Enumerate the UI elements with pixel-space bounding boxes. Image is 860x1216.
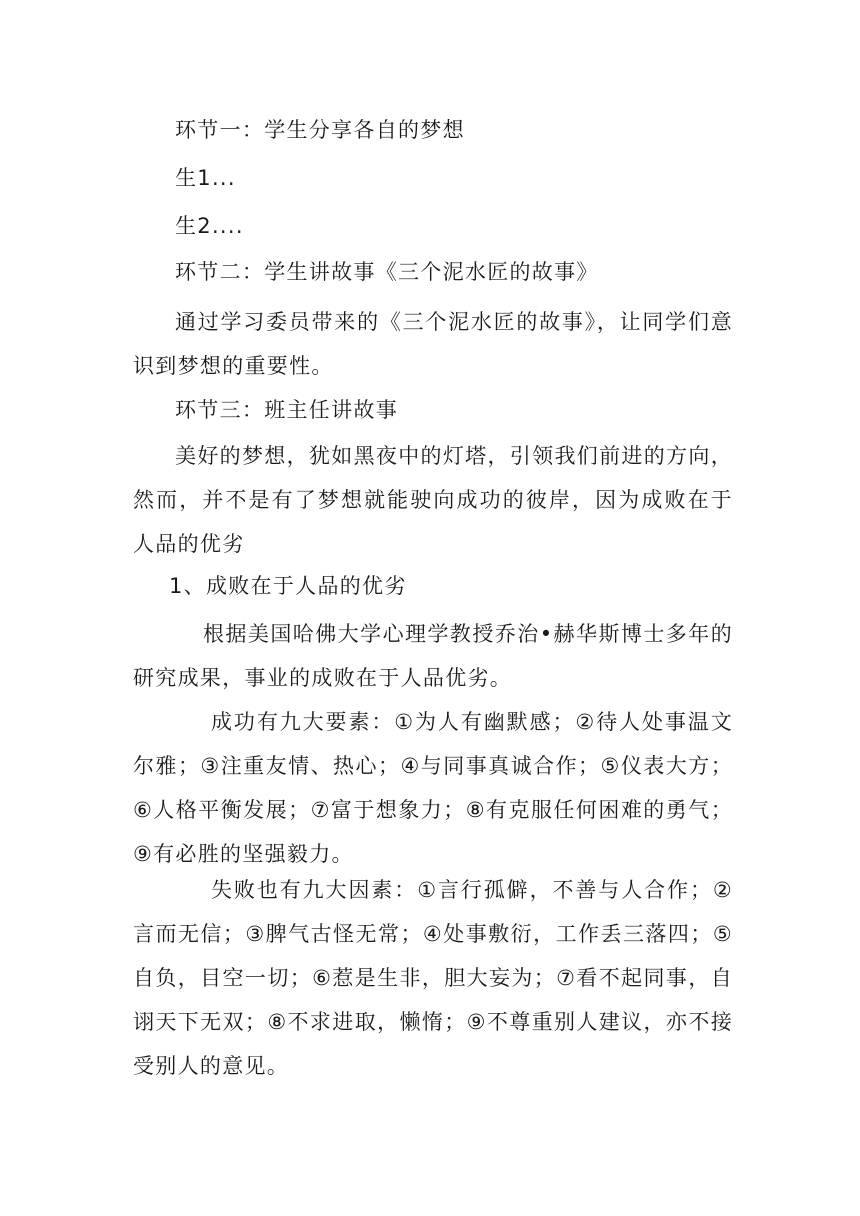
section-3-heading: 环节三：班主任讲故事 [175, 398, 398, 422]
failure-factors-paragraph: 失败也有九大因素：①言行孤僻，不善与人合作；②言而无信；③脾气古怪无常；④处事敷衍，工作丢三落四；⑤自负，目空一切；⑥惹是生非，胆大妄为；⑦看不起同事，自诩天下无双；⑧不求进取，懒惰；⑨不尊重别人建议，亦不接受别人的意见。 [133, 878, 733, 1078]
section-2-body: 通过学习委员带来的《三个泥水匠的故事》，让同学们意识到梦想的重要性。 [133, 310, 733, 378]
section-1-heading: 环节一：学生分享各自的梦想 [175, 118, 465, 142]
student-1-line: 生1... [175, 166, 236, 190]
student-2-line: 生2.... [175, 214, 244, 238]
section-3-body: 美好的梦想，犹如黑夜中的灯塔，引领我们前进的方向，然而，并不是有了梦想就能驶向成功的彼岸，因为成败在于人品的优劣 [133, 444, 733, 556]
point-1-heading: 1、成败在于人品的优劣 [169, 574, 407, 598]
research-paragraph: 根据美国哈佛大学心理学教授乔治•赫华斯博士多年的研究成果，事业的成败在于人品优劣。 [133, 622, 733, 690]
success-factors-paragraph: 成功有九大要素：①为人有幽默感；②待人处事温文尔雅；③注重友情、热心；④与同事真诚合作；⑤仪表大方；⑥人格平衡发展；⑦富于想象力；⑧有克服任何困难的勇气；⑨有必胜的坚强毅力。 [133, 710, 733, 866]
section-2-heading: 环节二：学生讲故事《三个泥水匠的故事》 [175, 260, 599, 284]
